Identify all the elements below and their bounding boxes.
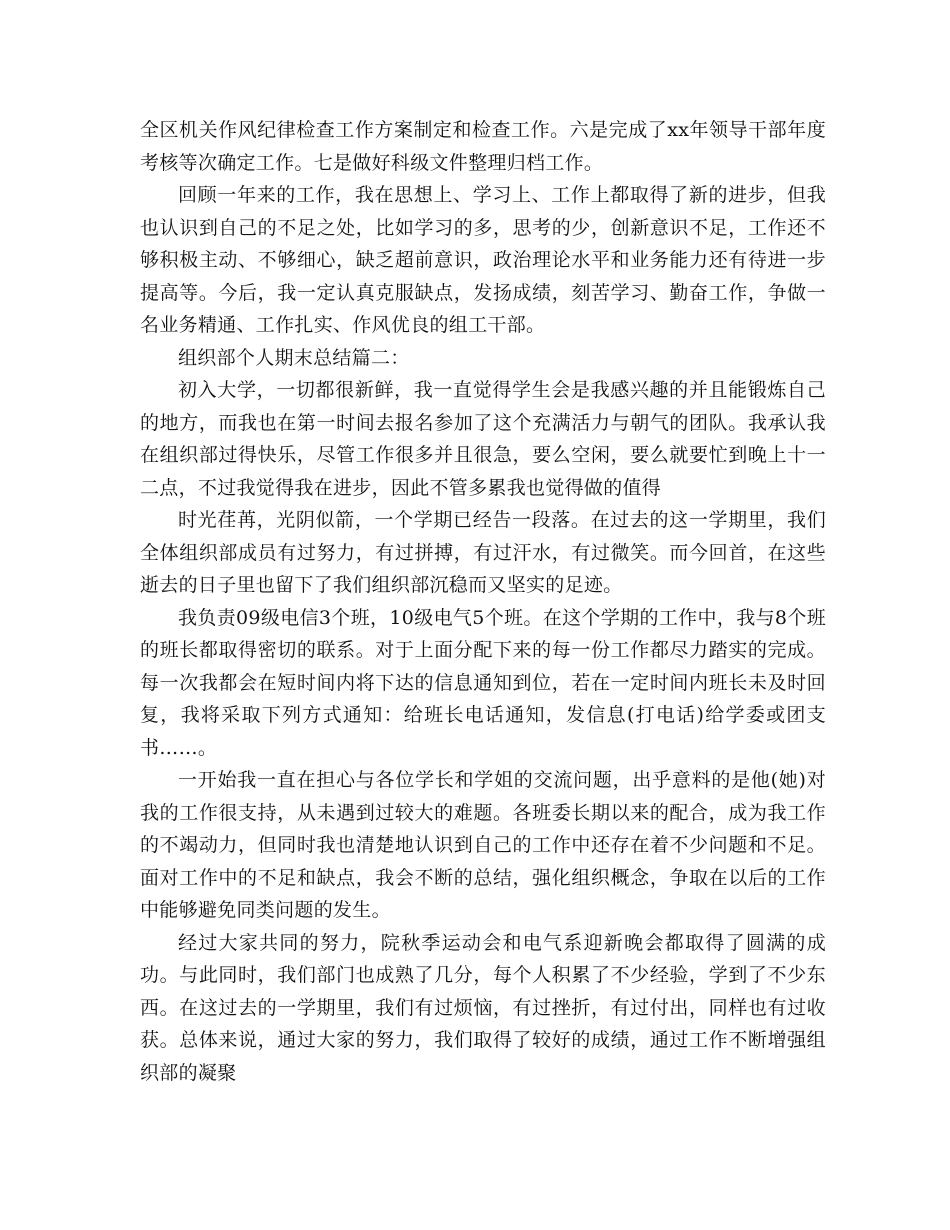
paragraph-1: 全区机关作风纪律检查工作方案制定和检查工作。六是完成了xx年领导干部年度考核等次确定工作。七是做好科级文件整理归档工作。 <box>140 119 826 174</box>
paragraph-5: 我负责09级电信3个班，10级电气5个班。在这个学期的工作中，我与8个班的班长都取得密切的联系。对于上面分配下来的每一份工作都尽力踏实的完成。每一次我都会在短时间内将下达的信息通知到位，若在一定时间内班长未及时回复，我将采取下列方式通知：给班长电话通知，发信息(打电话)给学委或团支书……。 <box>140 606 826 759</box>
paragraph-2: 回顾一年来的工作，我在思想上、学习上、工作上都取得了新的进步，但我也认识到自己的不足之处，比如学习的多，思考的少，创新意识不足，工作还不够积极主动、不够细心，缺乏超前意识，政治理论水平和业务能力还有待进一步提高等。今后，我一定认真克服缺点，发扬成绩，刻苦学习、勤奋工作，争做一名业务精通、工作扎实、作风优良的组工干部。 <box>140 184 826 336</box>
paragraph-3: 初入大学，一切都很新鲜，我一直觉得学生会是我感兴趣的并且能锻炼自己的地方，而我也在第一时间去报名参加了这个充满活力与朝气的团队。我承认我在组织部过得快乐，尽管工作很多并且很急，要么空闲，要么就要忙到晚上十一二点，不过我觉得我在进步，因此不管多累我也觉得做的值得 <box>140 379 826 499</box>
paragraph-7: 经过大家共同的努力，院秋季运动会和电气系迎新晚会都取得了圆满的成功。与此同时，我们部门也成熟了几分，每个人积累了不少经验，学到了不少东西。在这过去的一学期里，我们有过烦恼，有过挫折，有过付出，同样也有过收获。总体来说，通过大家的努力，我们取得了较好的成绩，通过工作不断增强组织部的凝聚 <box>140 931 826 1084</box>
document-body <box>140 114 826 1089</box>
section-heading: 组织部个人期末总结篇二： <box>178 346 410 369</box>
paragraph-4: 时光荏苒，光阴似箭，一个学期已经告一段落。在过去的这一学期里，我们全体组织部成员有过努力，有过拼搏，有过汗水，有过微笑。而今回首，在这些逝去的日子里也留下了我们组织部沉稳而又坚实的足迹。 <box>140 509 826 596</box>
paragraph-6: 一开始我一直在担心与各位学长和学姐的交流问题，出乎意料的是他(她)对我的工作很支持，从未遇到过较大的难题。各班委长期以来的配合，成为我工作的不竭动力，但同时我也清楚地认识到自己的工作中还存在着不少问题和不足。面对工作中的不足和缺点，我会不断的总结，强化组织概念，争取在以后的工作中能够避免同类问题的发生。 <box>140 769 826 921</box>
